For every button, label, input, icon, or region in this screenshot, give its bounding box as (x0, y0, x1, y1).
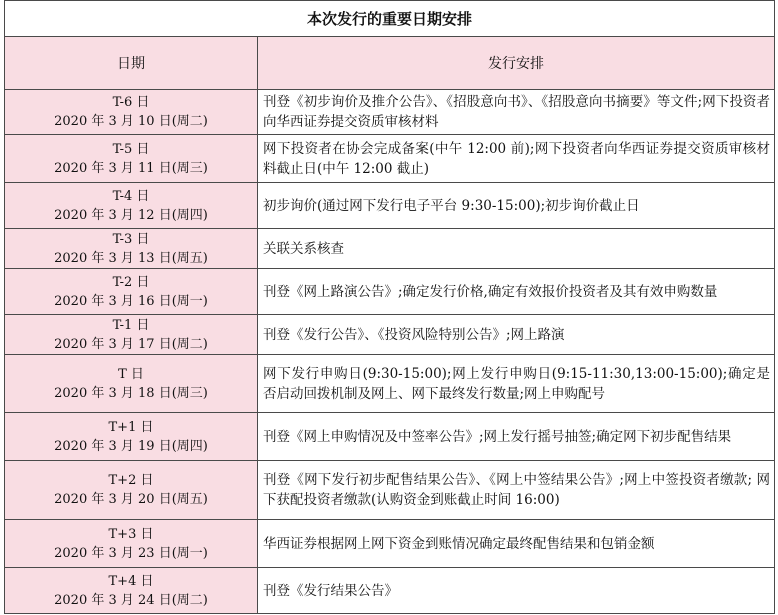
calendar-date: 2020 年 3 月 18 日(周三) (54, 385, 208, 401)
t-day: T+2 日 (108, 473, 154, 488)
arrangement-cell: 关联关系核查 (258, 229, 775, 269)
calendar-date: 2020 年 3 月 13 日(周五) (54, 250, 208, 266)
date-cell (5, 269, 258, 315)
column-header-date: 日期 (5, 37, 258, 90)
date-cell (5, 315, 258, 355)
table-row (5, 269, 775, 315)
calendar-date: 2020 年 3 月 10 日(周二) (54, 114, 208, 129)
calendar-date: 2020 年 3 月 16 日(周一) (54, 293, 208, 309)
schedule-table-container (4, 0, 774, 614)
calendar-date: 2020 年 3 月 11 日(周三) (54, 160, 208, 176)
table-row (5, 229, 775, 269)
date-cell (5, 229, 258, 269)
t-day: T-6 日 (112, 95, 150, 110)
arrangement-cell: 网下投资者在协会完成备案(中午 12:00 前);网下投资者向华西证券提交资质审核材料截止日(中午 12:00 截止) (258, 135, 775, 183)
calendar-date: 2020 年 3 月 24 日(周二) (54, 592, 208, 608)
arrangement-cell: 初步询价(通过网下发行电子平台 9:30-15:00);初步询价截止日 (258, 183, 775, 229)
t-day: T-4 日 (112, 188, 150, 204)
arrangement-cell: 刊登《网上路演公告》;确定发行价格,确定有效报价投资者及其有效申购数量 (258, 269, 775, 315)
title-row (5, 1, 775, 37)
calendar-date: 2020 年 3 月 19 日(周四) (54, 438, 208, 454)
arrangement-cell: 刊登《初步询价及推介公告》、《招股意向书》、《招股意向书摘要》等文件;网下投资者向华西证券提交资质审核材料 (258, 90, 775, 135)
arrangement-cell: 华西证券根据网上网下资金到账情况确定最终配售结果和包销金额 (258, 520, 775, 568)
table-row (5, 315, 775, 355)
table-title: 本次发行的重要日期安排 (5, 1, 775, 37)
table-row (5, 135, 775, 183)
arrangement-cell: 刊登《网下发行初步配售结果公告》、《网上中签结果公告》;网上中签投资者缴款; 网下获配投资者缴款(认购资金到账截止时间 16:00) (258, 461, 775, 520)
table-row (5, 355, 775, 413)
table-row (5, 568, 775, 614)
t-day: T-2 日 (112, 274, 150, 290)
table-row (5, 183, 775, 229)
t-day: T 日 (118, 366, 144, 382)
column-header-arrangement: 发行安排 (258, 37, 775, 90)
table-row (5, 413, 775, 461)
t-day: T+3 日 (108, 526, 154, 542)
date-cell (5, 413, 258, 461)
calendar-date: 2020 年 3 月 23 日(周一) (54, 545, 208, 561)
t-day: T-3 日 (112, 231, 150, 247)
date-cell (5, 568, 258, 614)
t-day: T+1 日 (108, 419, 154, 435)
table-row (5, 520, 775, 568)
arrangement-cell: 刊登《发行公告》、《投资风险特别公告》;网上路演 (258, 315, 775, 355)
header-row (5, 37, 775, 90)
arrangement-cell: 网下发行申购日(9:30-15:00);网上发行申购日(9:15-11:30,13:00-15:00);确定是否启动回拨机制及网上、网下最终发行数量;网上申购配号 (258, 355, 775, 413)
calendar-date: 2020 年 3 月 20 日(周五) (54, 492, 208, 507)
t-day: T-1 日 (112, 317, 150, 333)
date-cell (5, 90, 258, 135)
date-cell (5, 520, 258, 568)
calendar-date: 2020 年 3 月 12 日(周四) (54, 207, 208, 223)
date-cell (5, 461, 258, 520)
t-day: T+4 日 (108, 573, 154, 589)
date-cell (5, 135, 258, 183)
table-row (5, 90, 775, 135)
t-day: T-5 日 (112, 141, 150, 157)
arrangement-cell: 刊登《网上申购情况及中签率公告》;网上发行摇号抽签;确定网下初步配售结果 (258, 413, 775, 461)
date-cell (5, 355, 258, 413)
schedule-table (4, 0, 775, 614)
arrangement-cell: 刊登《发行结果公告》 (258, 568, 775, 614)
table-row (5, 461, 775, 520)
date-cell (5, 183, 258, 229)
calendar-date: 2020 年 3 月 17 日(周二) (54, 336, 208, 352)
